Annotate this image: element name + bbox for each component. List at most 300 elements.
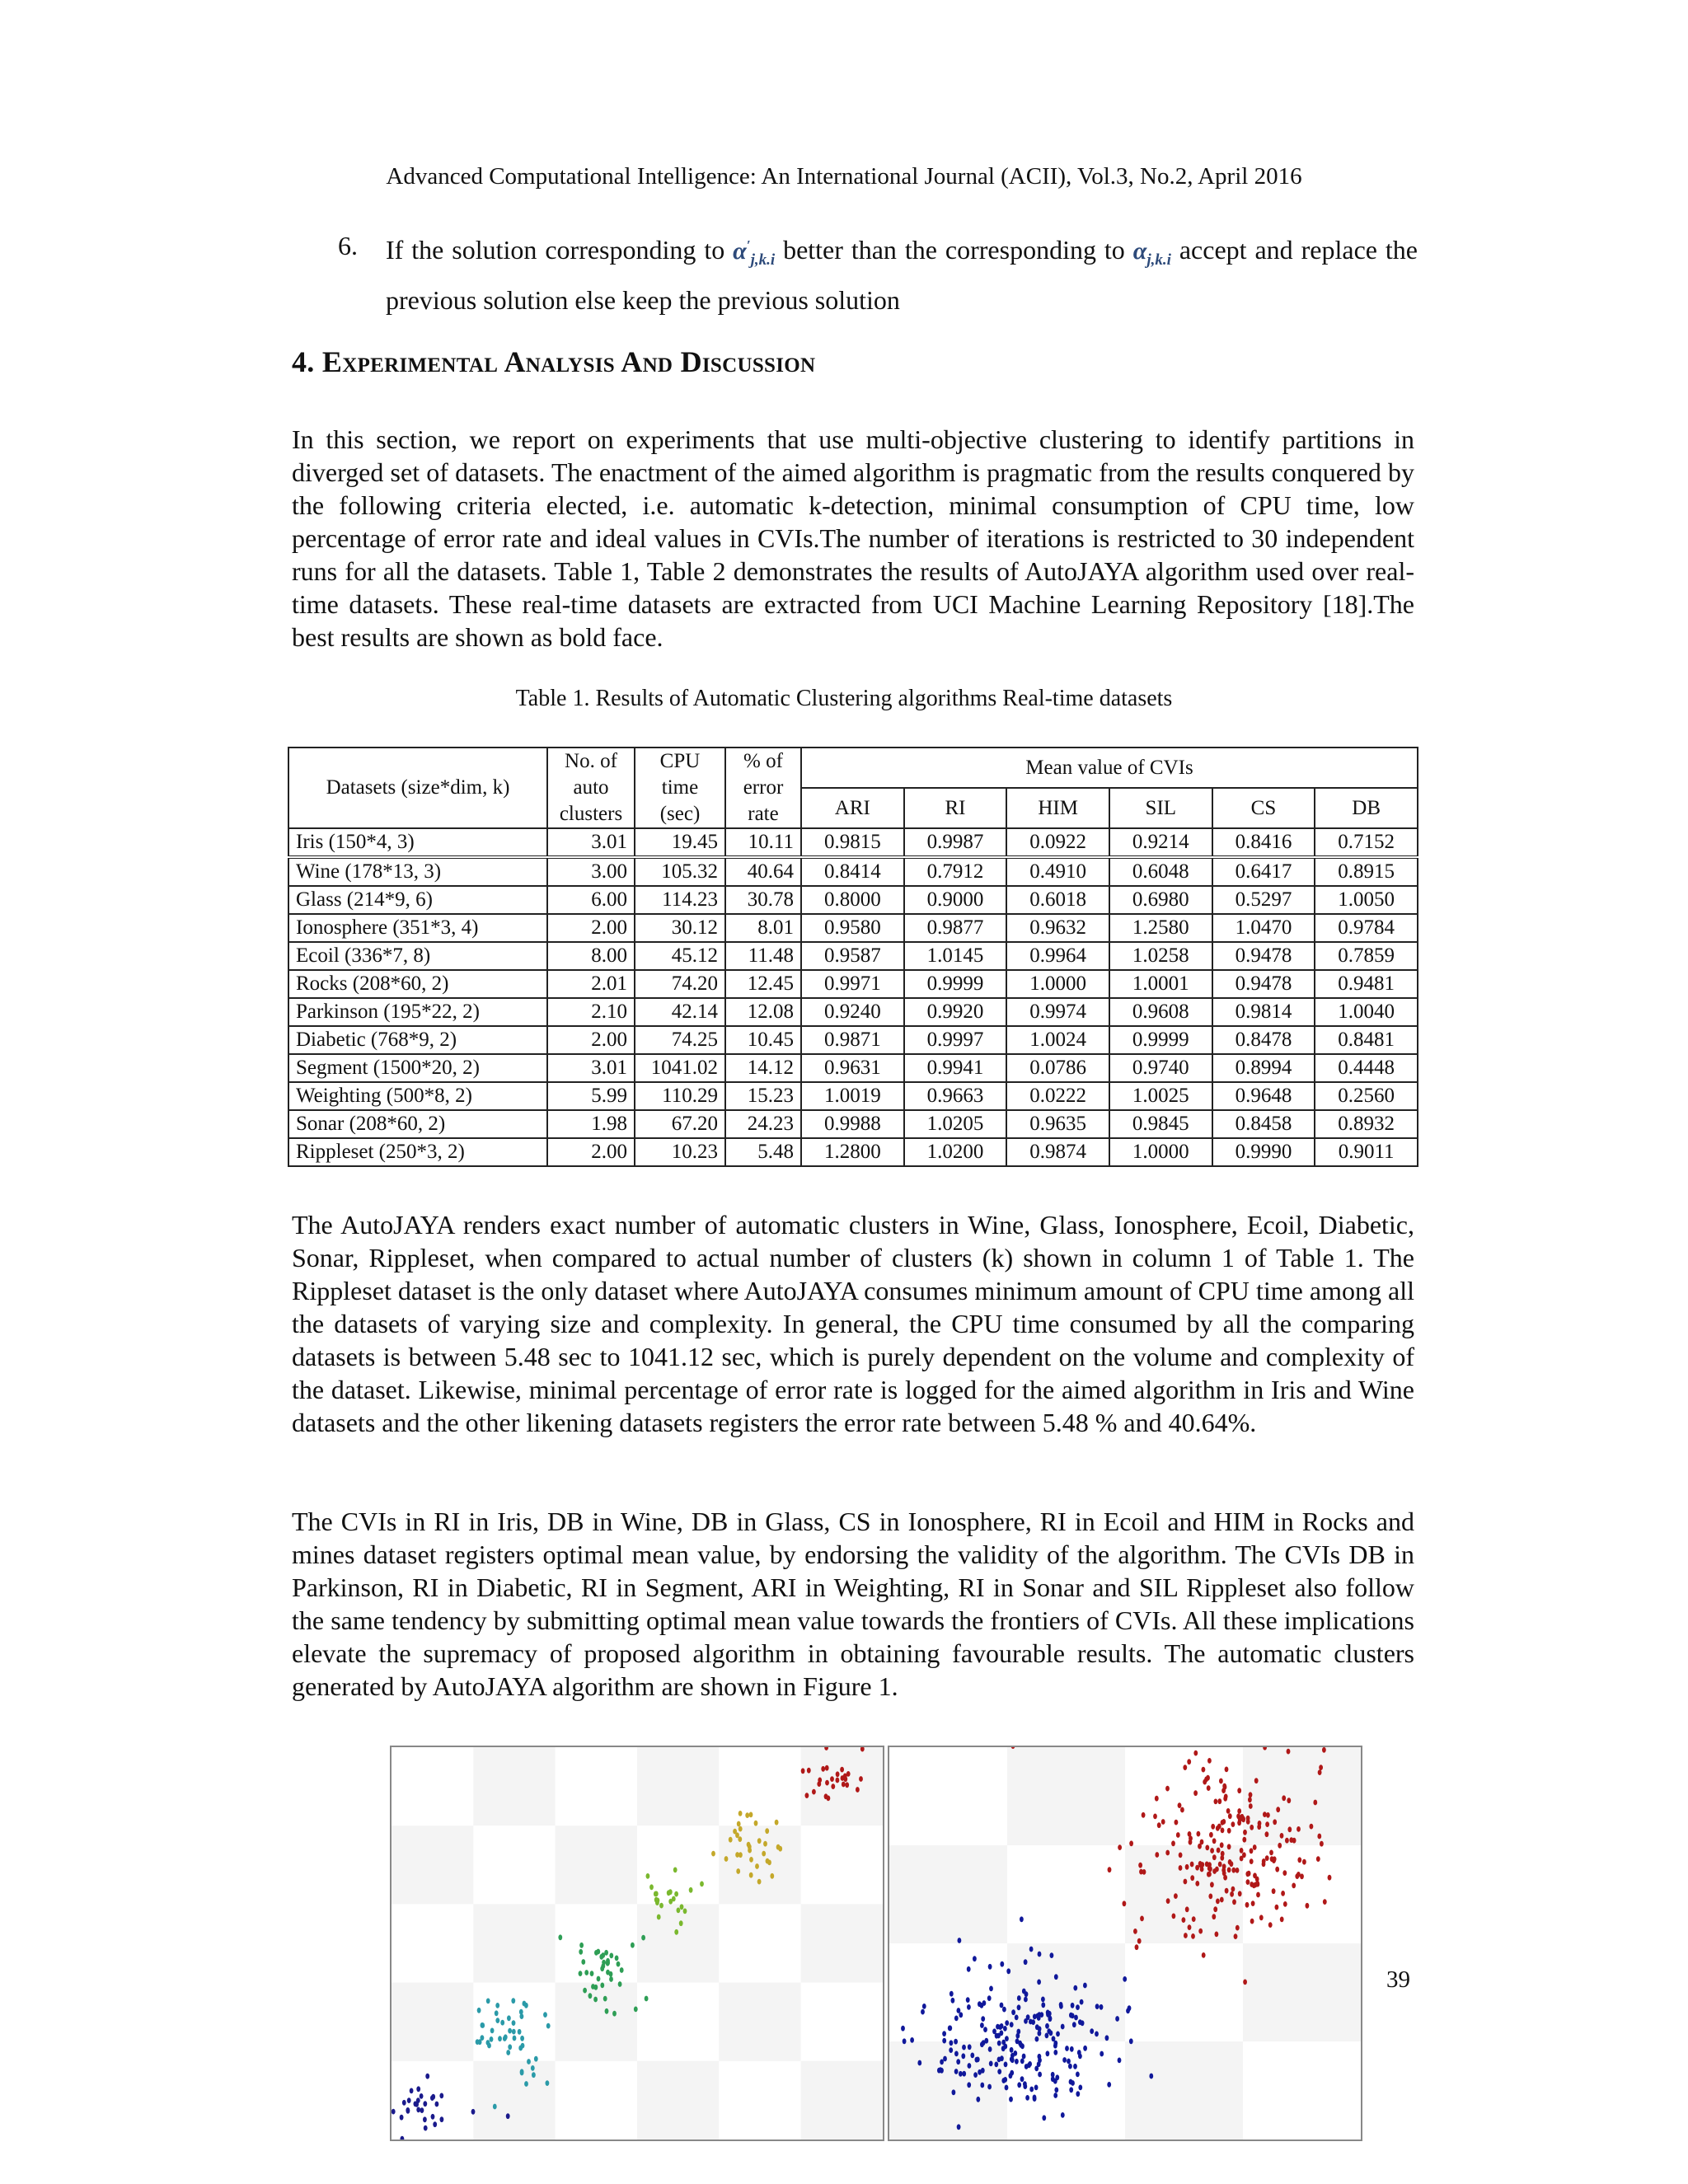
cell-dataset: Weighting (500*8, 2) [288,1082,547,1110]
cluster-point-red [1281,1891,1285,1896]
plot-background-cell [556,1747,637,1825]
cluster-point-blue [1041,1997,1045,2003]
cluster-point-blue [978,2001,982,2007]
cluster-point-blue [1005,2085,1009,2091]
cluster-point-teal [543,2012,547,2018]
cluster-point-lime [668,1889,673,1895]
header-clusters: No. of auto clusters [547,748,635,828]
cluster-point-blue [1009,2097,1013,2102]
cluster-point-green [618,1981,622,1987]
cluster-point-lime [673,1868,678,1873]
cell-error: 8.01 [725,914,801,942]
cluster-point-red [1226,1808,1231,1814]
cluster-point-red [1322,1747,1326,1753]
cluster-point-red [1223,1796,1227,1802]
cluster-point-blue [1100,2051,1104,2057]
cluster-point-blue [1013,2050,1017,2056]
cluster-point-blue [1037,2061,1041,2067]
cluster-point-red [1191,1933,1195,1939]
plot-background-cell [1007,1845,1125,1943]
cluster-point-red [1282,1795,1286,1801]
cell-ari: 0.9988 [801,1110,904,1138]
cluster-point-navy [416,2086,420,2092]
cluster-point-blue [1042,2115,1046,2121]
cluster-point-blue [1105,2035,1109,2041]
cluster-point-red [831,1783,835,1789]
plot-background-cell [889,2041,1007,2139]
cluster-point-red [1250,1858,1254,1864]
table-row [288,857,1418,886]
cell-clusters: 3.01 [547,828,635,857]
cell-ari: 0.9971 [801,970,904,998]
cluster-point-olive [745,1812,749,1818]
cluster-point-red [1205,1845,1209,1851]
scatter-plot-two-blobs [889,1747,1361,2139]
cluster-point-teal [518,2046,523,2051]
cell-cs: 0.8458 [1212,1110,1315,1138]
cluster-point-red [1237,1820,1241,1825]
cluster-point-red [1216,1825,1220,1831]
cluster-point-red [1161,1819,1165,1825]
cluster-point-blue [1027,2062,1031,2068]
cluster-point-red [1227,1844,1231,1849]
cluster-point-navy [414,2101,418,2107]
cluster-point-teal [486,2040,490,2046]
cluster-point-blue [1118,2058,1122,2064]
cluster-point-teal [476,2039,480,2045]
cluster-point-teal [513,2036,517,2041]
cell-ri: 0.9941 [904,1054,1007,1082]
cluster-point-red [1220,1897,1224,1903]
figure-panel-two-clusters [888,1746,1362,2141]
cluster-point-teal [508,2044,512,2050]
cluster-point-red [1266,1812,1270,1818]
cluster-point-red [1251,1900,1255,1906]
paragraph-cvis: The CVIs in RI in Iris, DB in Wine, DB in Glass, CS in Ionosphere, RI in Ecoil and HIM in Rocks and mines dataset registers optimal mean value, by endorsing the validity of the algorithm. The CVIs DB in Parkinson, RI in Diabetic, RI in Segment, ARI in Weighting, RI in Sonar and SIL Rippleset also follow the same tendency by submitting optimal mean value towards the frontiers of CVIs. All these implications elevate the supremacy of proposed algorithm in obtaining favourable results. The automatic clusters generated by AutoJAYA algorithm are shown in Figure 1. [292,1507,1414,1701]
cluster-point-blue [1076,2091,1080,2097]
plot-background-cell [473,2061,555,2139]
cell-cs: 0.9990 [1212,1138,1315,1166]
cluster-point-red [1188,1924,1192,1930]
cell-ari: 0.9631 [801,1054,904,1082]
figure-panel-diagonal-clusters [390,1746,884,2141]
cluster-point-blue [1053,2041,1057,2046]
cell-him: 0.0222 [1006,1082,1109,1110]
table-row [288,914,1418,942]
cluster-point-navy [424,2125,428,2131]
cluster-point-blue [1059,2004,1063,2009]
cluster-point-red [1135,1944,1139,1950]
cell-error: 24.23 [725,1110,801,1138]
cluster-point-blue [950,2040,954,2046]
header-ri: RI [904,788,1007,828]
cluster-point-blue [1025,2095,1029,2101]
plot-background-cell [473,1825,555,1904]
cluster-point-red [1166,1898,1170,1904]
cluster-point-blue [1045,2023,1049,2029]
cluster-point-blue [992,2028,996,2034]
cluster-point-navy [471,2109,476,2115]
cluster-point-blue [973,1956,977,1961]
cluster-point-lime [668,1899,673,1905]
cluster-point-red [856,1787,860,1793]
cluster-point-blue [1095,2004,1100,2009]
cluster-point-red [1246,1819,1250,1825]
cluster-point-green [583,1988,587,1994]
cluster-point-blue [1000,2030,1004,2036]
cluster-point-teal [546,2080,550,2086]
header-datasets: Datasets (size*dim, k) [288,748,547,828]
cluster-point-green [581,1959,585,1965]
plot-background-cell [556,2061,637,2139]
cluster-point-blue [1023,2083,1027,2089]
cell-sil: 1.0025 [1109,1082,1212,1110]
cluster-point-olive [748,1844,752,1849]
step-text-part1: If the solution corresponding to [386,235,725,265]
cell-sil: 0.9845 [1109,1110,1212,1138]
cell-db: 0.8481 [1315,1026,1418,1054]
cluster-point-olive [738,1811,743,1816]
cluster-point-red [1250,1848,1254,1854]
cluster-point-blue [1010,2047,1014,2053]
cluster-point-blue [1015,2015,1019,2021]
cluster-point-blue [1073,1985,1077,1991]
cell-error: 30.78 [725,886,801,914]
cluster-point-red [1300,1873,1304,1879]
plot-background-cell [637,1983,719,2061]
cluster-point-blue [996,2024,1000,2030]
cluster-point-blue [1076,2072,1080,2078]
cell-error: 14.12 [725,1054,801,1082]
cluster-point-teal [524,2081,528,2087]
cluster-point-red [1207,1872,1211,1877]
cluster-point-red [1216,1899,1220,1905]
header-cpu: CPU time (sec) [635,748,725,828]
cluster-point-red [1273,1819,1277,1825]
step-text-part3: accept and replace the previous solution else keep the previous solution [386,235,1418,315]
cluster-point-blue [1100,2004,1104,2010]
cluster-point-green [579,1971,583,1976]
cluster-point-red [846,1771,851,1777]
cluster-point-red [1138,1863,1142,1868]
cell-cpu: 110.29 [635,1082,725,1110]
cluster-point-red [1218,1862,1222,1868]
cluster-point-red [1231,1886,1236,1892]
cell-clusters: 2.00 [547,914,635,942]
cluster-point-red [1259,1915,1264,1920]
cluster-point-blue [989,2061,993,2067]
cluster-point-red [1296,1826,1301,1832]
cell-ri: 1.0145 [904,942,1007,970]
cluster-point-red [1189,1840,1193,1845]
cluster-point-blue [1006,1968,1010,1974]
plot-background-cell [801,1825,883,1904]
cluster-point-red [1178,1802,1182,1808]
cluster-point-navy [406,2108,410,2114]
cluster-point-blue [1022,2054,1026,2060]
cluster-point-blue [970,2053,974,2059]
cluster-point-green [615,1956,619,1961]
cluster-point-blue [1004,2062,1008,2068]
cluster-point-red [1269,1850,1273,1856]
cell-sil: 0.6048 [1109,857,1212,886]
cluster-point-red [1221,1828,1225,1834]
plot-background-cell [719,1747,800,1825]
cluster-point-navy [431,2094,435,2100]
cluster-point-teal [498,2036,502,2041]
algorithm-step-6 [338,226,1418,320]
cluster-point-blue [1017,2082,1021,2088]
cell-cs: 0.8478 [1212,1026,1315,1054]
cluster-point-blue [1074,2015,1078,2021]
cluster-point-blue [1037,2015,1041,2021]
cell-him: 0.9974 [1006,998,1109,1026]
cluster-point-green [596,1949,600,1955]
cell-dataset: Ionosphere (351*3, 4) [288,914,547,942]
cluster-point-green [641,1935,645,1941]
cluster-point-red [836,1778,840,1783]
cluster-point-red [1237,1788,1241,1793]
cluster-point-blue [950,1991,954,1997]
cell-sil: 0.6980 [1109,886,1212,914]
plot-background-cell [392,1904,473,1982]
cluster-point-blue [1095,2032,1099,2037]
cluster-point-blue [1069,2087,1073,2093]
plot-background-cell [1243,1943,1361,2041]
cell-dataset: Rippleset (250*3, 2) [288,1138,547,1166]
cluster-point-red [1183,1765,1187,1770]
cluster-point-red [1221,1851,1225,1857]
cluster-point-blue [994,2062,998,2068]
cluster-point-red [1328,1875,1332,1881]
cluster-point-blue [951,1998,955,2004]
cluster-point-teal [531,2065,535,2071]
cluster-point-navy [506,2113,510,2119]
cell-db: 0.2560 [1315,1082,1418,1110]
cluster-point-red [827,1796,831,1802]
cluster-point-red [1192,1916,1196,1922]
cluster-point-red [1190,1875,1194,1881]
cluster-point-red [821,1766,825,1772]
cluster-point-green [591,1984,595,1990]
cell-error: 10.11 [725,828,801,857]
cluster-point-green [609,1971,613,1977]
cluster-point-blue [1041,2002,1045,2008]
cell-ari: 0.9580 [801,914,904,942]
cluster-point-blue [967,2004,971,2010]
cell-db: 1.0040 [1315,998,1418,1026]
cell-him: 0.9635 [1006,1110,1109,1138]
cluster-point-red [1254,1778,1259,1783]
cell-db: 0.7859 [1315,942,1418,970]
cluster-point-blue [983,2027,987,2032]
plot-background-cell [801,1904,883,1982]
cluster-point-blue [1029,2019,1033,2025]
cluster-point-lime [654,1891,658,1897]
cluster-point-red [1140,1916,1144,1922]
cluster-point-blue [948,2026,952,2032]
cluster-point-red [1249,1803,1253,1809]
cluster-point-red [1208,1894,1212,1900]
cluster-point-red [1175,1820,1179,1825]
cluster-point-blue [1038,2026,1042,2032]
cluster-point-blue [1072,2022,1076,2027]
header-error: % of error rate [725,748,801,828]
cluster-point-blue [1035,2036,1039,2042]
cluster-point-blue [1011,2009,1015,2015]
cell-clusters: 6.00 [547,886,635,914]
cluster-point-navy [420,2093,424,2099]
cluster-point-red [1257,1824,1261,1830]
cluster-point-blue [1005,2036,1009,2041]
cluster-point-red [1123,1900,1127,1906]
cluster-point-lime [657,1915,661,1920]
cluster-point-blue [1061,2112,1065,2118]
cell-cs: 0.5297 [1212,886,1315,914]
cluster-point-red [1214,1799,1218,1805]
cluster-point-red [1155,1796,1159,1802]
cell-clusters: 3.01 [547,1054,635,1082]
cluster-point-blue [1016,2029,1020,2035]
cluster-point-red [1306,1903,1310,1909]
cluster-point-red [1243,1980,1247,1985]
plot-background-cell [1243,1747,1361,1845]
cluster-point-red [1171,1840,1175,1846]
cluster-point-green [558,1934,562,1940]
cluster-point-red [1185,1906,1189,1912]
cluster-point-blue [1083,1983,1087,1989]
cluster-point-blue [1015,2059,1019,2064]
cluster-point-red [1195,1881,1199,1886]
cluster-point-green [584,1970,588,1975]
cluster-point-red [1187,1759,1191,1765]
cell-him: 0.9874 [1006,1138,1109,1166]
cluster-point-olive [776,1844,781,1850]
cluster-point-blue [1051,2072,1055,2078]
cluster-point-red [1236,1925,1240,1931]
cell-him: 0.4910 [1006,857,1109,886]
cluster-point-red [836,1771,840,1777]
cluster-point-olive [749,1857,753,1863]
cluster-point-blue [997,2069,1001,2074]
cluster-point-green [579,1943,584,1948]
plot-background-cell [556,1983,637,2061]
cluster-point-blue [1017,2004,1021,2010]
cluster-point-red [807,1768,811,1774]
cluster-point-teal [495,2010,499,2016]
cluster-point-blue [942,2031,946,2036]
cell-db: 1.0050 [1315,886,1418,914]
cell-dataset: Segment (1500*20, 2) [288,1054,547,1082]
cluster-point-olive [755,1863,759,1869]
plot-background-cell [719,1983,800,2061]
cluster-point-navy [431,2114,435,2120]
cluster-point-red [1283,1901,1287,1907]
cell-sil: 1.2580 [1109,914,1212,942]
plot-background-cell [1243,2041,1361,2139]
cluster-point-blue [1080,1999,1084,2005]
cluster-point-red [1153,1814,1157,1820]
cell-cpu: 1041.02 [635,1054,725,1082]
header-cs: CS [1212,788,1315,828]
cluster-point-teal [493,2104,497,2110]
cluster-point-red [1240,1848,1244,1854]
cluster-point-red [1313,1800,1317,1806]
cluster-point-blue [988,2046,992,2052]
cluster-point-blue [982,2000,987,2006]
cluster-point-blue [1129,2038,1133,2044]
cluster-point-lime [700,1882,704,1887]
cluster-point-red [1211,1824,1215,1830]
cluster-point-red [1247,1871,1251,1877]
cluster-point-blue [966,1997,970,2003]
cluster-point-teal [495,2003,499,2008]
cluster-point-blue [1001,2078,1006,2083]
cluster-point-blue [988,1964,992,1970]
cluster-point-red [1248,1797,1252,1802]
cluster-point-red [1225,1888,1229,1894]
cluster-point-blue [1005,2020,1009,2026]
cluster-point-red [1292,1838,1296,1844]
cluster-point-red [1265,1821,1269,1827]
cell-ri: 0.9920 [904,998,1007,1026]
plot-background-cell [801,1747,883,1825]
cluster-point-olive [733,1829,737,1835]
cluster-point-navy [392,2109,396,2115]
cluster-point-blue [1052,2036,1056,2041]
cluster-point-red [1243,1830,1247,1835]
table-row [288,1082,1418,1110]
cell-error: 11.48 [725,942,801,970]
cluster-point-olive [754,1821,758,1826]
cluster-point-olive [735,1852,739,1858]
cluster-point-green [612,2011,617,2017]
header-him: HIM [1006,788,1109,828]
cell-cpu: 42.14 [635,998,725,1026]
cell-dataset: Glass (214*9, 6) [288,886,547,914]
plot-background-cell [556,1904,637,1982]
plot-background-cell [392,1983,473,2061]
cluster-point-red [1278,1843,1282,1849]
cluster-point-green [645,1996,649,2002]
cluster-point-blue [1018,2041,1022,2046]
cluster-point-red [1212,1854,1217,1860]
cell-ri: 0.9877 [904,914,1007,942]
cell-ari: 0.9240 [801,998,904,1026]
cluster-point-red [1210,1848,1214,1854]
cluster-point-red [840,1767,844,1773]
cluster-point-red [1310,1824,1314,1830]
cluster-point-blue [968,2063,972,2069]
cluster-point-blue [980,2022,984,2028]
cluster-point-olive [736,1868,740,1874]
cluster-point-lime [674,1891,678,1897]
cluster-point-red [1142,1812,1146,1818]
cluster-point-red [1231,1821,1236,1827]
cluster-point-teal [520,2036,524,2041]
cell-error: 10.45 [725,1026,801,1054]
cluster-point-blue [1115,2016,1119,2022]
cluster-point-red [1180,1807,1184,1813]
cluster-point-red [1238,1891,1242,1896]
cluster-point-lime [679,1920,683,1926]
cell-db: 0.9784 [1315,914,1418,942]
cluster-point-teal [511,1998,515,2004]
cell-him: 0.9632 [1006,914,1109,942]
cluster-point-red [1250,1919,1254,1924]
cluster-point-red [1276,1807,1280,1812]
cluster-point-teal [481,2035,485,2041]
